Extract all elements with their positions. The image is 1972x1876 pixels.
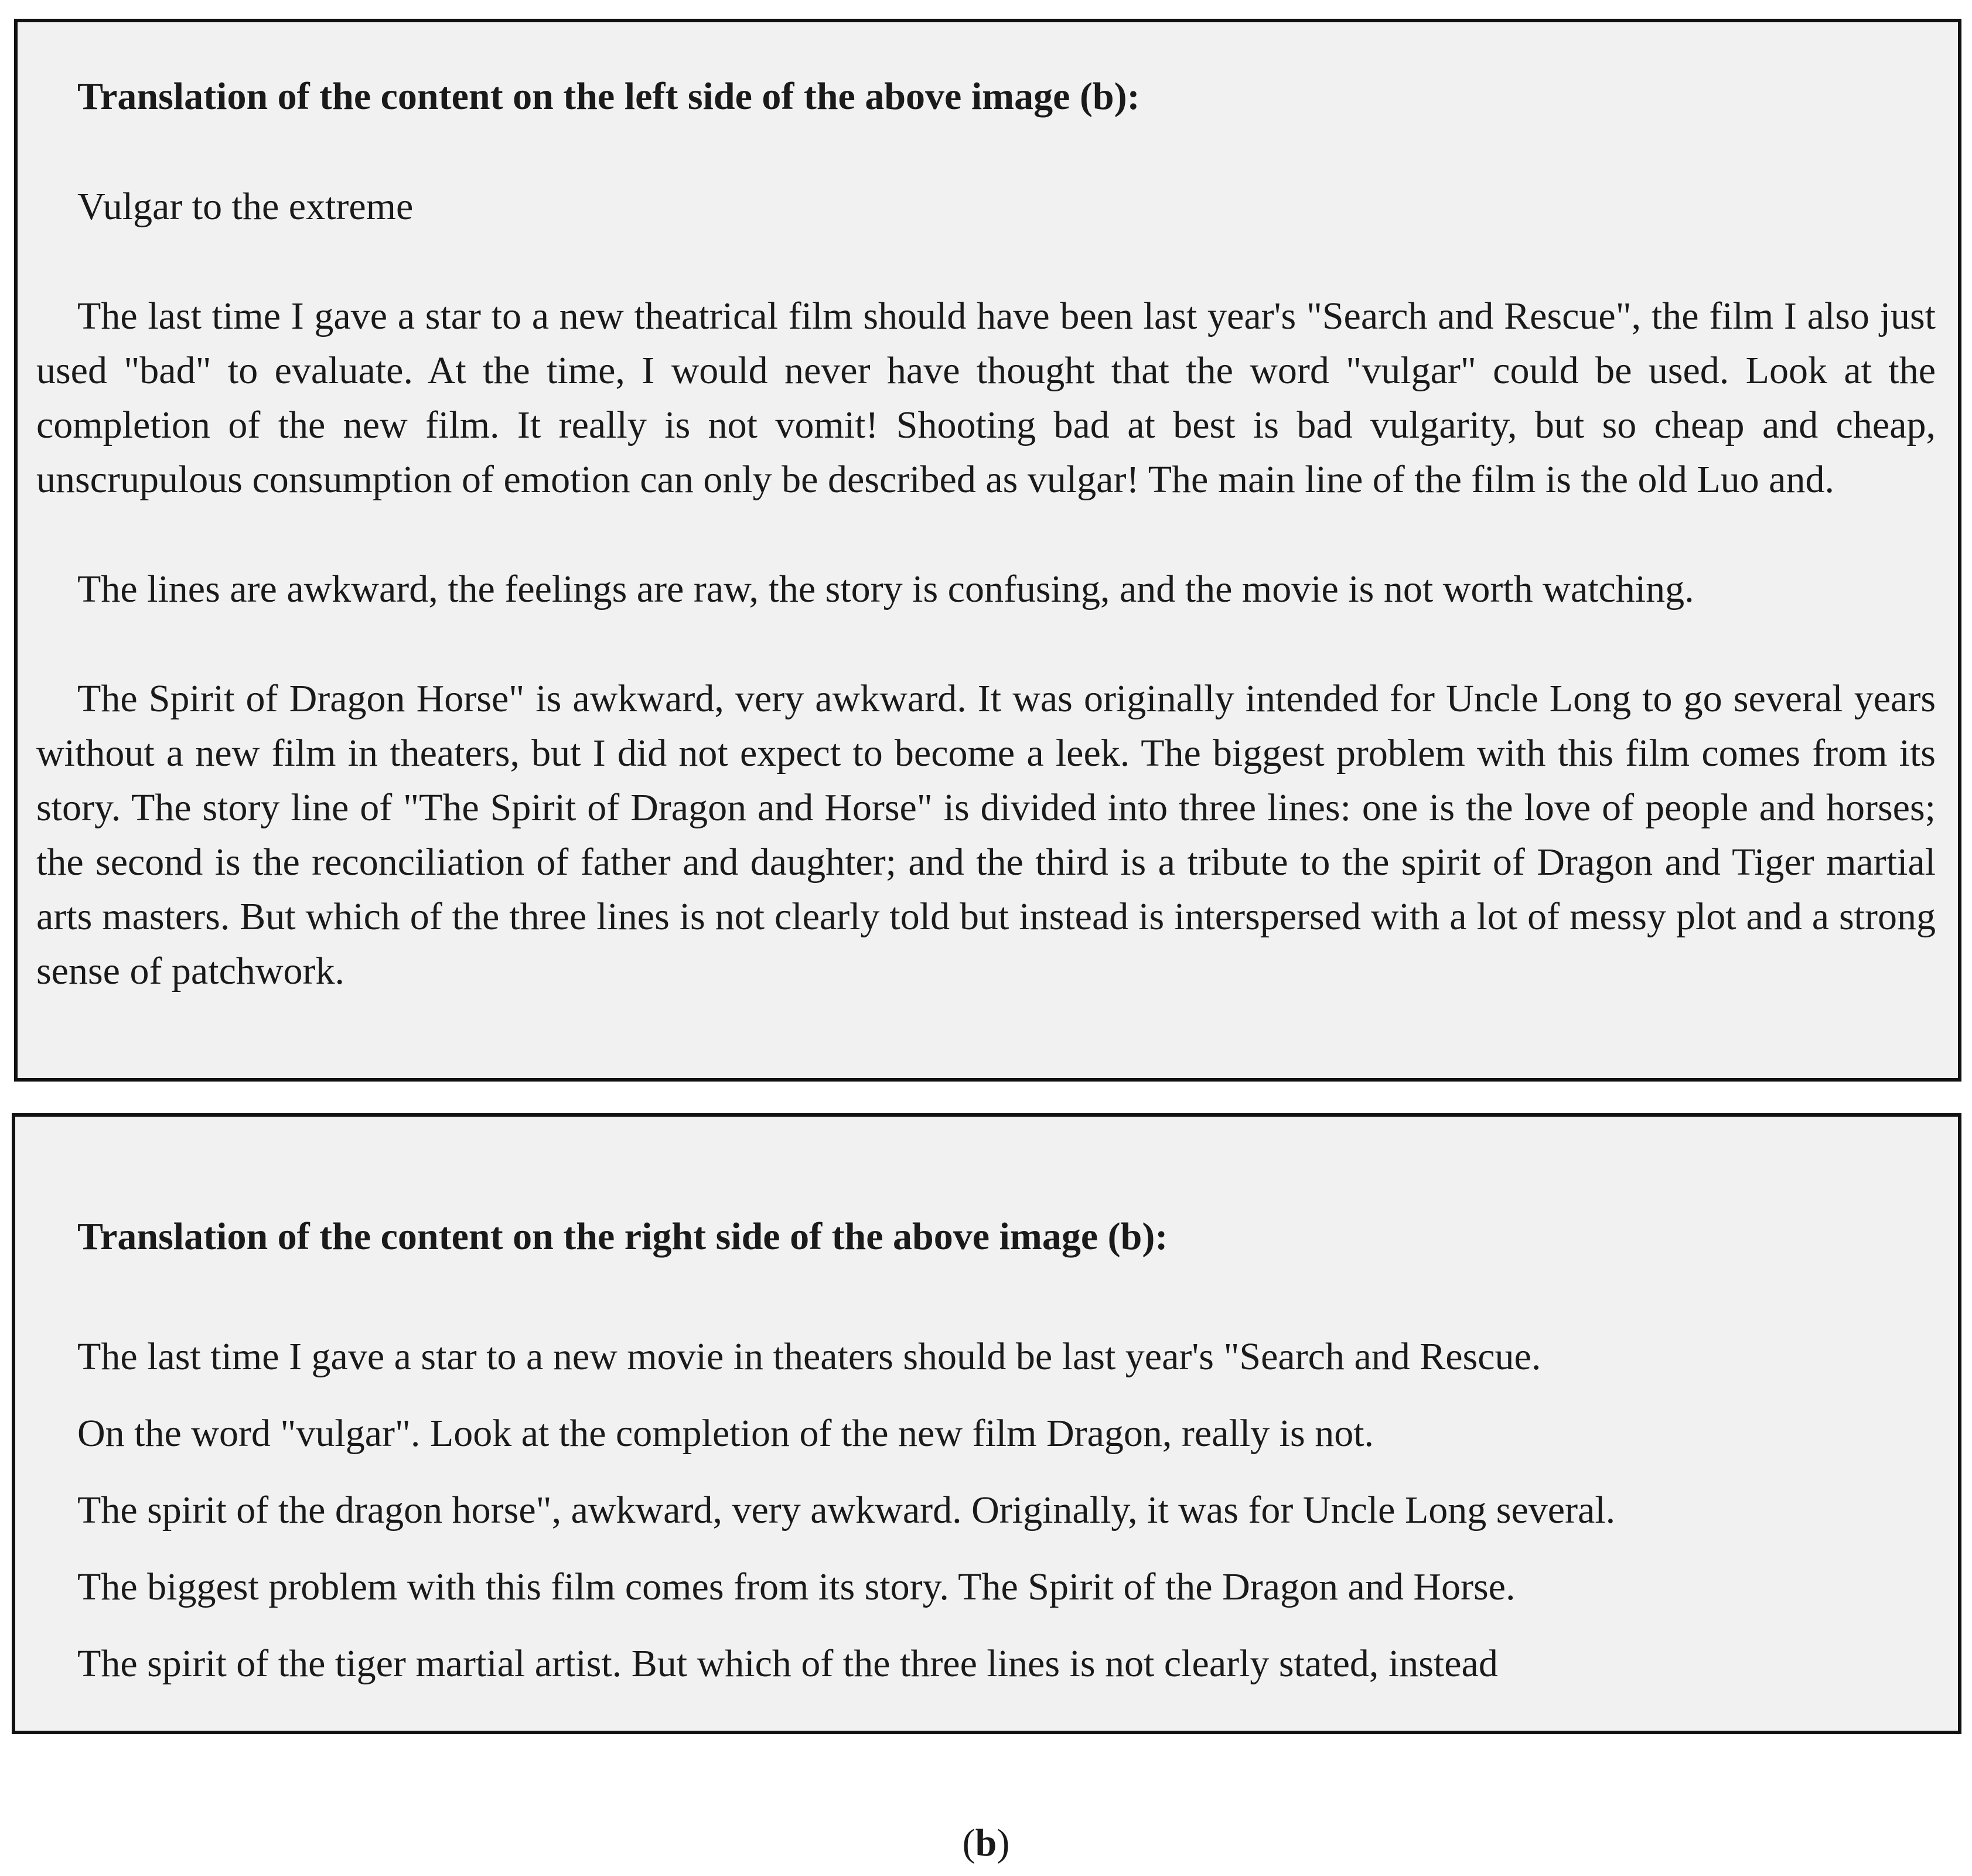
right-box-heading: Translation of the content on the right side of the above image (b): <box>77 1215 1168 1258</box>
left-box-paragraph: The last time I gave a star to a new theatrical film should have been last year's "Search and Rescue", the film I also just used "bad" to evaluate. At the time, I would never have thought that the word "vulgar" could be used. Look at the completion of the new film. It really is not vomit! Shooting bad at best is bad vulgarity, but so cheap and cheap, unscrupulous consumption of emotion can only be described as vulgar! The main line of the film is the old Luo and. <box>36 295 1936 501</box>
right-box-line: The spirit of the dragon horse", awkward, very awkward. Originally, it was for Uncle Long several. <box>77 1489 1616 1532</box>
right-box-line: The spirit of the tiger martial artist. But which of the three lines is not clearly stated, instead <box>77 1642 1498 1685</box>
right-box-line: The last time I gave a star to a new movie in theaters should be last year's "Search and Rescue. <box>77 1335 1541 1378</box>
caption-close-paren: ) <box>997 1822 1010 1864</box>
figure-caption <box>0 1820 1972 1867</box>
caption-label: b <box>975 1822 997 1864</box>
left-box-paragraph: The lines are awkward, the feelings are raw, the story is confusing, and the movie is not worth watching. <box>77 568 1694 610</box>
spacer <box>36 234 1936 289</box>
spacer <box>36 124 1936 179</box>
left-translation-box <box>14 19 1961 1082</box>
caption-open-paren: ( <box>962 1822 975 1864</box>
spacer <box>36 616 1936 671</box>
left-box-paragraph: The Spirit of Dragon Horse" is awkward, very awkward. It was originally intended for Uncle Long to go several years without a new film in theaters, but I did not expect to become a leek. The biggest problem with this film comes from its story. The story line of "The Spirit of Dragon and Horse" is divided into three lines: one is the love of people and horses; the second is the reconciliation of father and daughter; and the third is a tribute to the spirit of Dragon and Tiger martial arts masters. But which of the three lines is not clearly told but instead is interspersed with a lot of messy plot and a strong sense of patchwork. <box>36 677 1936 992</box>
right-translation-box <box>12 1113 1961 1734</box>
right-box-lines <box>36 1318 1936 1702</box>
right-box-line: The biggest problem with this film comes from its story. The Spirit of the Dragon and Horse. <box>77 1565 1516 1608</box>
left-box-heading: Translation of the content on the left side of the above image (b): <box>77 75 1140 118</box>
left-box-title-line: Vulgar to the extreme <box>77 185 414 228</box>
right-box-line: On the word "vulgar". Look at the completion of the new film Dragon, really is not. <box>77 1412 1374 1455</box>
spacer <box>36 507 1936 562</box>
